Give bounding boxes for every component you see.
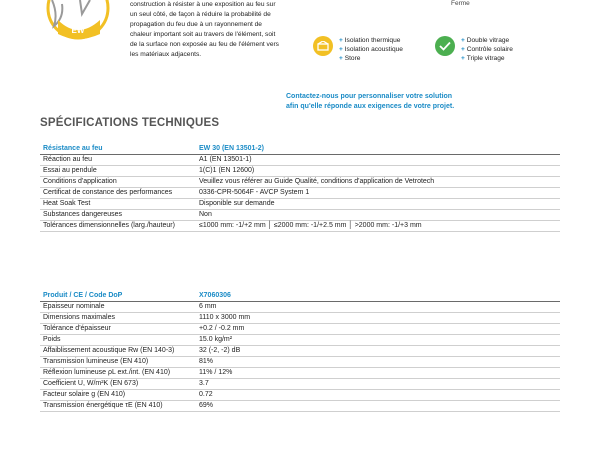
table-row [40,379,560,390]
product-spec-table [40,291,560,412]
row-key: Coefficient U, W/m²K (EN 673) [40,379,196,390]
intro-line: de la surface non exposée au feu de l'élément vers [130,41,279,48]
feature-group-glazing [435,36,513,63]
feature-list [461,36,513,63]
row-key: Poids [40,335,196,346]
table-row [40,166,560,177]
row-key: Facteur solaire g (EN 410) [40,390,196,401]
fire-rating-pictogram [40,0,120,42]
row-value: 0.72 [196,390,560,401]
row-value: A1 (EN 13501-1) [196,155,560,166]
feature-item: + Double vitrage [461,36,513,45]
row-key: Epaisseur nominale [40,302,196,313]
row-value: 32 (-2, -2) dB [196,346,560,357]
intro-line: propagation du feu due à un rayonnement de [130,21,262,28]
table-row [40,188,560,199]
row-key: Tolérance d'épaisseur [40,324,196,335]
table-row [40,346,560,357]
table-header-value: EW 30 (EN 13501-2) [196,144,560,155]
row-key: Réflexion lumineuse ρL ext./int. (EN 410) [40,368,196,379]
table-header-row [40,144,560,155]
row-key: Conditions d'application [40,177,196,188]
check-icon [435,36,455,56]
row-value: Non [196,210,560,221]
sun-shield-icon [313,36,333,56]
row-value: 0336-CPR-5064F - AVCP System 1 [196,188,560,199]
table-header-value: X7060306 [196,291,560,302]
row-value: 1110 x 3000 mm [196,313,560,324]
intro-paragraph [130,0,300,60]
row-value: 6 mm [196,302,560,313]
ew-badge-label: EW [71,26,85,35]
row-key: Tolérances dimensionnelles (larg./hauteur) [40,221,196,232]
table-row [40,390,560,401]
row-value: Disponible sur demande [196,199,560,210]
cut-off-text: Ferme [451,0,470,7]
intro-line: un seul côté, de façon à réduire la probabilité de [130,11,271,18]
row-key: Affaiblissement acoustique Rw (EN 140-3) [40,346,196,357]
table-row [40,313,560,324]
row-value: 1(C)1 (EN 12600) [196,166,560,177]
feature-item: + Contrôle solaire [461,45,513,54]
table-header-key: Produit / CE / Code DoP [40,291,196,302]
table-header-row [40,291,560,302]
feature-item: + Isolation thermique [339,36,403,45]
row-key: Transmission énergétique τE (EN 410) [40,401,196,412]
row-key: Essai au pendule [40,166,196,177]
feature-item: + Triple vitrage [461,54,513,63]
row-value: 11% / 12% [196,368,560,379]
row-key: Transmission lumineuse (EN 410) [40,357,196,368]
contact-line: afin qu'elle réponde aux exigences de votre projet. [286,103,455,110]
section-title: SPÉCIFICATIONS TECHNIQUES [40,117,220,129]
table-row [40,368,560,379]
contact-line: Contactez-nous pour personnaliser votre solution [286,93,453,100]
row-value: 3.7 [196,379,560,390]
row-key: Réaction au feu [40,155,196,166]
fire-spec-table [40,144,560,232]
table-row [40,302,560,313]
table-row [40,401,560,412]
table-row [40,324,560,335]
row-value: 69% [196,401,560,412]
intro-line: construction à résister à une exposition au feu sur [130,1,276,8]
feature-item: + Isolation acoustique [339,45,403,54]
row-value: Veuillez vous référer au Guide Qualité, conditions d'application de Vetrotech [196,177,560,188]
table-row [40,177,560,188]
row-key: Certificat de constance des performances [40,188,196,199]
row-value: 81% [196,357,560,368]
table-row [40,221,560,232]
row-value: 15.0 kg/m² [196,335,560,346]
table-row [40,199,560,210]
table-row [40,335,560,346]
row-value: +0.2 / -0.2 mm [196,324,560,335]
intro-line: les matériaux adjacents. [130,51,202,58]
fire-figure-icon [40,0,120,42]
table-row [40,357,560,368]
contact-callout [286,92,546,112]
feature-group-options [313,36,403,63]
table-row [40,210,560,221]
table-row [40,155,560,166]
row-key: Dimensions maximales [40,313,196,324]
feature-item: + Store [339,54,403,63]
feature-list [339,36,403,63]
row-key: Heat Soak Test [40,199,196,210]
table-header-key: Résistance au feu [40,144,196,155]
row-key: Substances dangereuses [40,210,196,221]
intro-line: chaleur important soit au travers de l'élément, soit [130,31,276,38]
row-value: ≤1000 mm: -1/+2 mm │ ≤2000 mm: -1/+2.5 mm │ >2000 mm: -1/+3 mm [196,221,560,232]
